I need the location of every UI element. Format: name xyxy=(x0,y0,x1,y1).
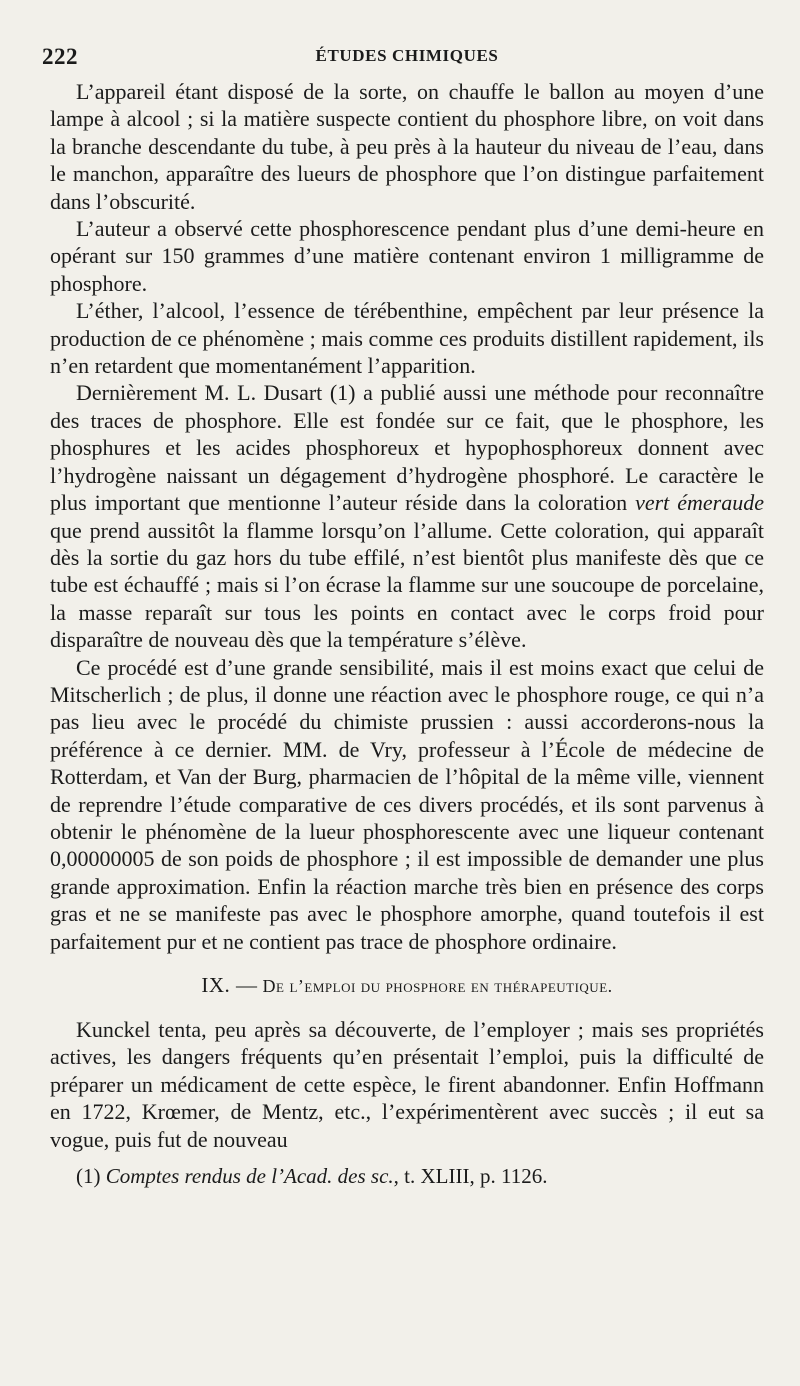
page-number: 222 xyxy=(42,44,78,69)
book-page xyxy=(42,40,764,1360)
paragraph: L’auteur a observé cette phosphorescence pendant plus d’une demi-heure en opérant sur 150 grammes d’une matière contenant environ 1 milligramme de phosphore. xyxy=(50,216,764,296)
main-text xyxy=(50,78,764,1153)
footnote-marker: (1) xyxy=(76,1164,101,1189)
section-heading xyxy=(50,973,764,998)
paragraph: L’appareil étant disposé de la sorte, on chauffe le ballon au moyen d’une lampe à alcool ; si la matière suspecte contient du phosphore libre, on voit dans la branche descendante du tube, à peu près à la hauteur du niveau de l’eau, dans le manchon, apparaître des lueurs de phosphore que l’on distingue parfaitement dans l’obscurité. xyxy=(50,79,764,214)
paragraph xyxy=(50,379,764,653)
section-number: IX. — xyxy=(201,973,258,997)
paragraph: Ce procédé est d’une grande sensibilité, mais il est moins exact que celui de Mitscherlich ; de plus, il donne une réaction avec le phosphore rouge, ce qui n’a pas lieu avec le procédé du chimiste prussien : aussi accorderons-nous la préférence à ce dernier. MM. de Vry, professeur à l’École de médecine de Rotterdam, et Van der Burg, pharmacien de l’hôpital de la même ville, viennent de reprendre l’étude comparative de ces divers procédés, et ils sont parvenus à obtenir le phénomène de la lueur phosphorescente avec une liqueur contenant 0,00000005 de son poids de phosphore ; il est impossible de demander une plus grande approximation. Enfin la réaction marche très bien en présence des corps gras et ne se manifeste pas avec le phosphore amorphe, quand toutefois il est parfaitement pur et ne contient pas trace de phosphore ordinaire. xyxy=(50,654,764,954)
section-title: De l’emploi du phosphore en thérapeutique. xyxy=(262,976,613,996)
italic-term: vert émeraude xyxy=(635,490,764,516)
footnote-reference: , t. XLIII, p. 1126. xyxy=(393,1164,548,1189)
footnote-source: Comptes rendus de l’Acad. des sc. xyxy=(105,1164,394,1189)
paragraph-text: Dernièrement M. L. Dusart (1) a publié aussi une méthode pour reconnaître des traces de phosphore. Elle est fondée sur ce fait, que le phosphore, les phosphures et les acides phosphoreux et hypophosphoreux donnent avec l’hydrogène naissant un dégagement d’hydrogène phosphoré. Le caractère le plus important que mentionne l’auteur réside dans la coloration xyxy=(50,380,764,516)
page-header xyxy=(42,40,764,78)
running-title: ÉTUDES CHIMIQUES xyxy=(315,46,499,65)
paragraph-text: que prend aussitôt la flamme lorsqu’on l’allume. Cette coloration, qui apparaît dès la sortie du gaz hors du tube effilé, n’est bientôt plus manifeste dès que ce tube est échauffé ; mais si l’on écrase la flamme sur une soucoupe de porcelaine, la masse reparaît sur tous les points en contact avec le corps froid pour disparaître de nouveau dès que la température s’élève. xyxy=(50,517,764,653)
paragraph: L’éther, l’alcool, l’essence de térébenthine, empêchent par leur présence la production de ce phénomène ; mais comme ces produits distillent rapidement, ils n’en retardent que momentanément l’apparition. xyxy=(50,298,764,379)
footnote xyxy=(50,1163,764,1189)
paragraph: Kunckel tenta, peu après sa découverte, de l’employer ; mais ses propriétés actives, les dangers fréquents qu’en présentait l’emploi, puis la difficulté de préparer un médicament de cette espèce, le firent abandonner. Enfin Hoffmann en 1722, Krœmer, de Mentz, etc., l’expérimentèrent avec succès ; il eut sa vogue, puis fut de nouveau xyxy=(50,1017,764,1152)
